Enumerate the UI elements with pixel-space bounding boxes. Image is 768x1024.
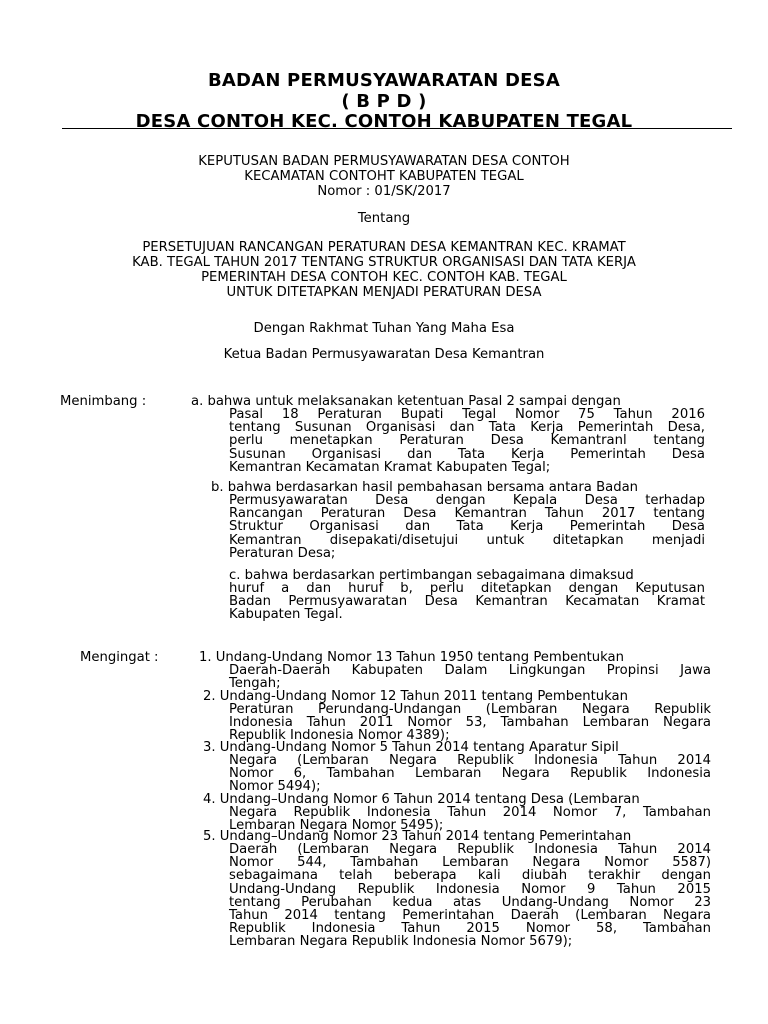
- paragraph-line: tentang Perubahan kedua atas Undang-Undang Nomor 23: [229, 894, 711, 910]
- decision-title-1: KEPUTUSAN BADAN PERMUSYAWARATAN DESA CONTOH: [198, 154, 570, 169]
- paragraph-line: Peraturan Desa;: [229, 545, 336, 561]
- paragraph-line: Pasal 18 Peraturan Bupati Tegal Nomor 75 Tahun 2016: [229, 407, 705, 422]
- menimbang-item-b-body: [229, 494, 705, 560]
- paragraph-line: 1. Undang-Undang Nomor 13 Tahun 1950 tentang Pembentukan: [199, 650, 624, 665]
- menimbang-item-c-body: [229, 582, 705, 622]
- paragraph-line: Undang-Undang Republik Indonesia Nomor 9 Tahun 2015: [229, 881, 711, 897]
- paragraph-line: Indonesia Tahun 2011 Nomor 53, Tambahan Lembaran Negara: [229, 715, 711, 731]
- village-name: DESA CONTOH KEC. CONTOH KABUPATEN TEGAL: [135, 111, 633, 132]
- institution-abbreviation: ( B P D ): [341, 91, 427, 112]
- paragraph-line: Kemantran disepakati/disetujui untuk ditetapkan menjadi: [229, 532, 705, 548]
- paragraph-line: c. bahwa berdasarkan pertimbangan sebagaimana dimaksud: [229, 568, 634, 583]
- paragraph-line: perlu menetapkan Peraturan Desa Kemantranl tentang: [229, 433, 705, 449]
- paragraph-line: Nomor 6, Tambahan Lembaran Negara Republik Indonesia: [229, 766, 711, 782]
- paragraph-line: sebagaimana telah beberapa kali diubah terakhir dengan: [229, 868, 711, 884]
- mengingat-item-5-body: [229, 843, 711, 949]
- paragraph-line: Badan Permusyawaratan Desa Kemantran Kecamatan Kramat: [229, 594, 705, 610]
- paragraph-line: Permusyawaratan Desa dengan Kepala Desa terhadap: [229, 493, 705, 508]
- paragraph-line: Kemantran Kecamatan Kramat Kabupaten Tegal;: [229, 459, 551, 475]
- paragraph-line: Kabupaten Tegal.: [229, 607, 343, 623]
- paragraph-line: huruf a dan huruf b, perlu ditetapkan dengan Keputusan: [229, 581, 705, 596]
- paragraph-line: Daerah (Lembaran Negara Republik Indonesia Tahun 2014: [229, 842, 711, 857]
- header-rule: [62, 128, 732, 129]
- mengingat-item-1-body: [229, 664, 711, 690]
- paragraph-line: b. bahwa berdasarkan hasil pembahasan bersama antara Badan: [211, 480, 639, 495]
- paragraph-line: Lembaran Negara Nomor 5495);: [229, 818, 444, 834]
- paragraph-line: Susunan Organisasi dan Tata Kerja Pemerintah Desa: [229, 446, 705, 462]
- blessing-line: Dengan Rakhmat Tuhan Yang Maha Esa: [253, 321, 515, 336]
- tentang-label: Tentang: [357, 211, 411, 226]
- paragraph-line: a. bahwa untuk melaksanakan ketentuan Pasal 2 sampai dengan: [191, 394, 621, 409]
- chair-line: Ketua Badan Permusyawaratan Desa Kemantran: [223, 347, 545, 362]
- paragraph-line: Nomor 544, Tambahan Lembaran Negara Nomor 5587): [229, 855, 711, 871]
- paragraph-line: Tahun 2014 tentang Pemerintahan Daerah (Lembaran Negara: [229, 908, 711, 924]
- subject-line-4: UNTUK DITETAPKAN MENJADI PERATURAN DESA: [226, 285, 542, 300]
- paragraph-line: Negara Republik Indonesia Tahun 2014 Nomor 7, Tambahan: [229, 805, 711, 820]
- paragraph-line: tentang Susunan Organisasi dan Tata Kerja Pemerintah Desa,: [229, 420, 705, 436]
- decision-number: Nomor : 01/SK/2017: [317, 184, 451, 199]
- subject-line-1: PERSETUJUAN RANCANGAN PERATURAN DESA KEMANTRAN KEC. KRAMAT: [142, 240, 626, 255]
- mengingat-item-3-body: [229, 754, 711, 794]
- mengingat-item-2-body: [229, 703, 711, 743]
- paragraph-line: Republik Indonesia Tahun 2015 Nomor 58, Tambahan: [229, 921, 711, 937]
- paragraph-line: 4. Undang–Undang Nomor 6 Tahun 2014 tentang Desa (Lembaran: [203, 792, 640, 807]
- paragraph-line: Peraturan Perundang-Undangan (Lembaran Negara Republik: [229, 702, 711, 717]
- paragraph-line: Daerah-Daerah Kabupaten Dalam Lingkungan Propinsi Jawa: [229, 663, 711, 678]
- paragraph-line: Rancangan Peraturan Desa Kemantran Tahun 2017 tentang: [229, 506, 705, 522]
- paragraph-line: Nomor 5494);: [229, 779, 321, 795]
- subject-line-3: PEMERINTAH DESA CONTOH KEC. CONTOH KAB. TEGAL: [201, 270, 567, 285]
- decision-title-2: KECAMATAN CONTOHT KABUPATEN TEGAL: [244, 169, 524, 184]
- paragraph-line: 3. Undang-Undang Nomor 5 Tahun 2014 tentang Aparatur Sipil: [203, 740, 619, 755]
- paragraph-line: 2. Undang-Undang Nomor 12 Tahun 2011 tentang Pembentukan: [203, 689, 628, 704]
- paragraph-line: Struktur Organisasi dan Tata Kerja Pemerintah Desa: [229, 519, 705, 535]
- paragraph-line: Lembaran Negara Republik Indonesia Nomor 5679);: [229, 934, 573, 950]
- subject-line-2: KAB. TEGAL TAHUN 2017 TENTANG STRUKTUR ORGANISASI DAN TATA KERJA: [132, 255, 636, 270]
- paragraph-line: Tengah;: [229, 676, 281, 692]
- menimbang-item-a-body: [229, 408, 705, 474]
- paragraph-line: Negara (Lembaran Negara Republik Indonesia Tahun 2014: [229, 753, 711, 768]
- institution-name: BADAN PERMUSYAWARATAN DESA: [208, 70, 560, 91]
- menimbang-label: Menimbang :: [60, 394, 147, 409]
- mengingat-label: Mengingat :: [80, 650, 159, 665]
- paragraph-line: 5. Undang–Undang Nomor 23 Tahun 2014 tentang Pemerintahan: [203, 829, 632, 844]
- paragraph-line: Republik Indonesia Nomor 4389);: [229, 728, 450, 744]
